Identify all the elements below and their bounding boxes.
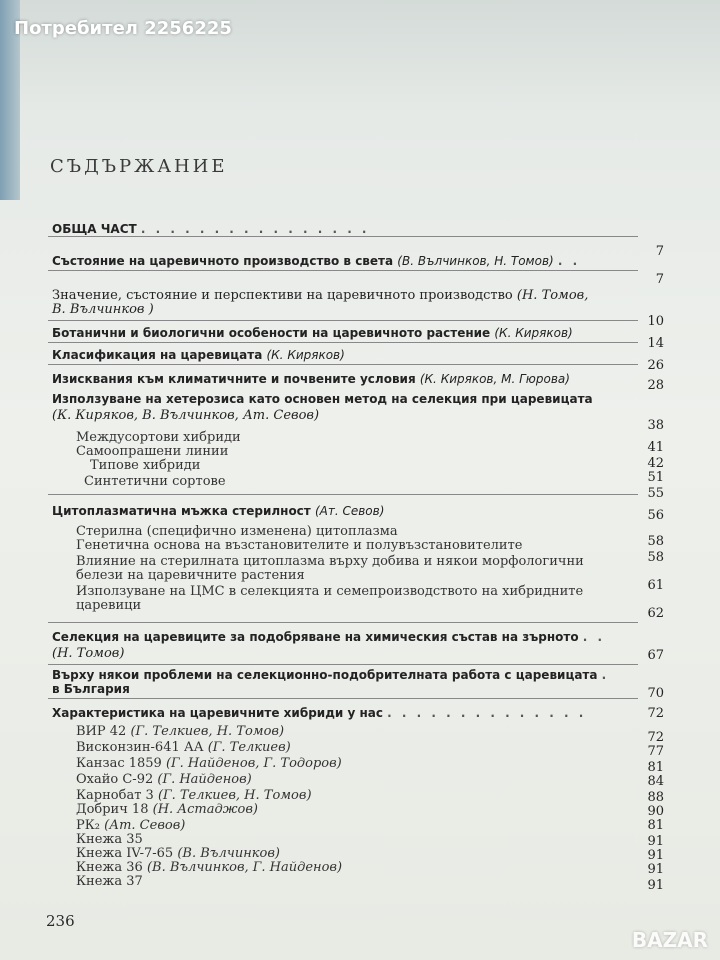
toc-subentry: Стерилна (специфично изменена) цитоплазма [76, 524, 398, 539]
toc-subentry: царевици [76, 598, 142, 613]
hybrid-entry: Кнежа 36 (В. Вълчинков, Г. Найденов) [76, 860, 343, 875]
toc-entry: Състояние на царевичното производство в света (В. Вълчинков, Н. Томов) . . [52, 254, 581, 268]
page-number: 91 [647, 862, 664, 877]
toc-subentry: Типове хибриди [90, 458, 201, 473]
hybrid-entry: Добрич 18 (Н. Астаджов) [76, 802, 258, 817]
hybrid-entry: Висконзин-641 АА (Г. Телкиев) [76, 740, 291, 755]
divider [48, 698, 638, 699]
toc-subentry: Междусортови хибриди [76, 430, 241, 445]
toc-entry-author: В. Вълчинков ) [52, 302, 154, 317]
page-number: 56 [647, 508, 664, 523]
user-watermark: Потребител 2256225 [14, 18, 232, 39]
bazar-logo: BAZAR [631, 928, 708, 952]
page-title: СЪДЪРЖАНИЕ [50, 156, 228, 177]
hybrid-entry: Канзас 1859 (Г. Найденов, Г. Тодоров) [76, 756, 342, 771]
toc-entry: Класификация на царевицата (К. Киряков) [52, 348, 345, 362]
folio-number: 236 [46, 912, 75, 930]
toc-entry: Изисквания към климатичните и почвените условия (К. Киряков, М. Гюрова) [52, 372, 570, 386]
hybrid-entry: ВИР 42 (Г. Телкиев, Н. Томов) [76, 724, 285, 739]
hybrid-entry: Кнежа 35 [76, 832, 143, 847]
page-number: 7 [655, 272, 664, 287]
page-number: 55 [647, 486, 664, 501]
toc-entry: Селекция на царевиците за подобряване на химическия състав на зърното . . [52, 630, 606, 644]
page-number: 58 [647, 534, 664, 549]
hybrid-entry: Охайо С-92 (Г. Найденов) [76, 772, 252, 787]
divider [48, 364, 638, 365]
page-number: 61 [647, 578, 664, 593]
toc-entry: Върху някои проблеми на селекционно-подобрителната работа с царевицата . [52, 668, 610, 682]
toc-entry-author: (К. Киряков, В. Вълчинков, Ат. Севов) [52, 408, 320, 423]
toc-subentry: Генетична основа на възстановителите и полувъзстановителите [76, 538, 523, 553]
toc-entry-author: (Н. Томов) [52, 646, 125, 661]
page-number: 7 [655, 244, 664, 259]
page-number: 91 [647, 834, 664, 849]
page-number: 91 [647, 848, 664, 863]
page-number: 72 [647, 706, 664, 721]
toc-entry: Значение, състояние и перспективи на царевичното производство (Н. Томов, [52, 288, 589, 303]
page-number: 81 [647, 760, 664, 775]
page-number: 70 [647, 686, 664, 701]
toc-subentry: белези на царевичните растения [76, 568, 305, 583]
divider [48, 342, 638, 343]
divider [48, 270, 638, 271]
divider [48, 494, 638, 495]
page-number: 88 [647, 790, 664, 805]
page-number: 14 [647, 336, 664, 351]
hybrid-entry: РК₂ (Ат. Севов) [76, 818, 186, 833]
page-number: 38 [647, 418, 664, 433]
page-number: 90 [647, 804, 664, 819]
toc-entry: Цитоплазматична мъжка стерилност (Ат. Севов) [52, 504, 385, 518]
page-number: 51 [647, 470, 664, 485]
hybrid-entry: Кнежа 37 [76, 874, 143, 889]
hybrid-entry: Кнежа IV-7-65 (В. Вълчинков) [76, 846, 280, 861]
divider [48, 622, 638, 623]
hybrid-entry: Карнобат 3 (Г. Телкиев, Н. Томов) [76, 788, 312, 803]
toc-entry: в България [52, 682, 130, 696]
divider [48, 320, 638, 321]
page-number: 42 [647, 456, 664, 471]
toc-entry: Използуване на хетерозиса като основен метод на селекция при царевицата [52, 392, 593, 406]
page-number: 67 [647, 648, 664, 663]
toc-entry: Характеристика на царевичните хибриди у нас . . . . . . . . . . . . . . [52, 706, 587, 720]
toc-subentry: Използуване на ЦМС в селекцията и семепроизводството на хибридните [76, 584, 584, 599]
page-number: 91 [647, 878, 664, 893]
page-number: 26 [647, 358, 664, 373]
divider [48, 236, 638, 237]
section-heading: ОБЩА ЧАСТ . . . . . . . . . . . . . . . . [52, 222, 370, 236]
toc-subentry: Влияние на стерилната цитоплазма върху добива и някои морфологични [76, 554, 584, 569]
toc-subentry: Синтетични сортове [84, 474, 226, 489]
page-number: 58 [647, 550, 664, 565]
page-number: 84 [647, 774, 664, 789]
divider [48, 664, 638, 665]
page-number: 62 [647, 606, 664, 621]
page-number: 10 [647, 314, 664, 329]
toc-subentry: Самоопрашени линии [76, 444, 229, 459]
page-number: 72 [647, 730, 664, 745]
toc-entry: Ботанични и биологични особености на царевичното растение (К. Киряков) [52, 326, 573, 340]
page-number: 28 [647, 378, 664, 393]
page-number: 81 [647, 818, 664, 833]
page-number: 41 [647, 440, 664, 455]
page-number: 77 [647, 744, 664, 759]
